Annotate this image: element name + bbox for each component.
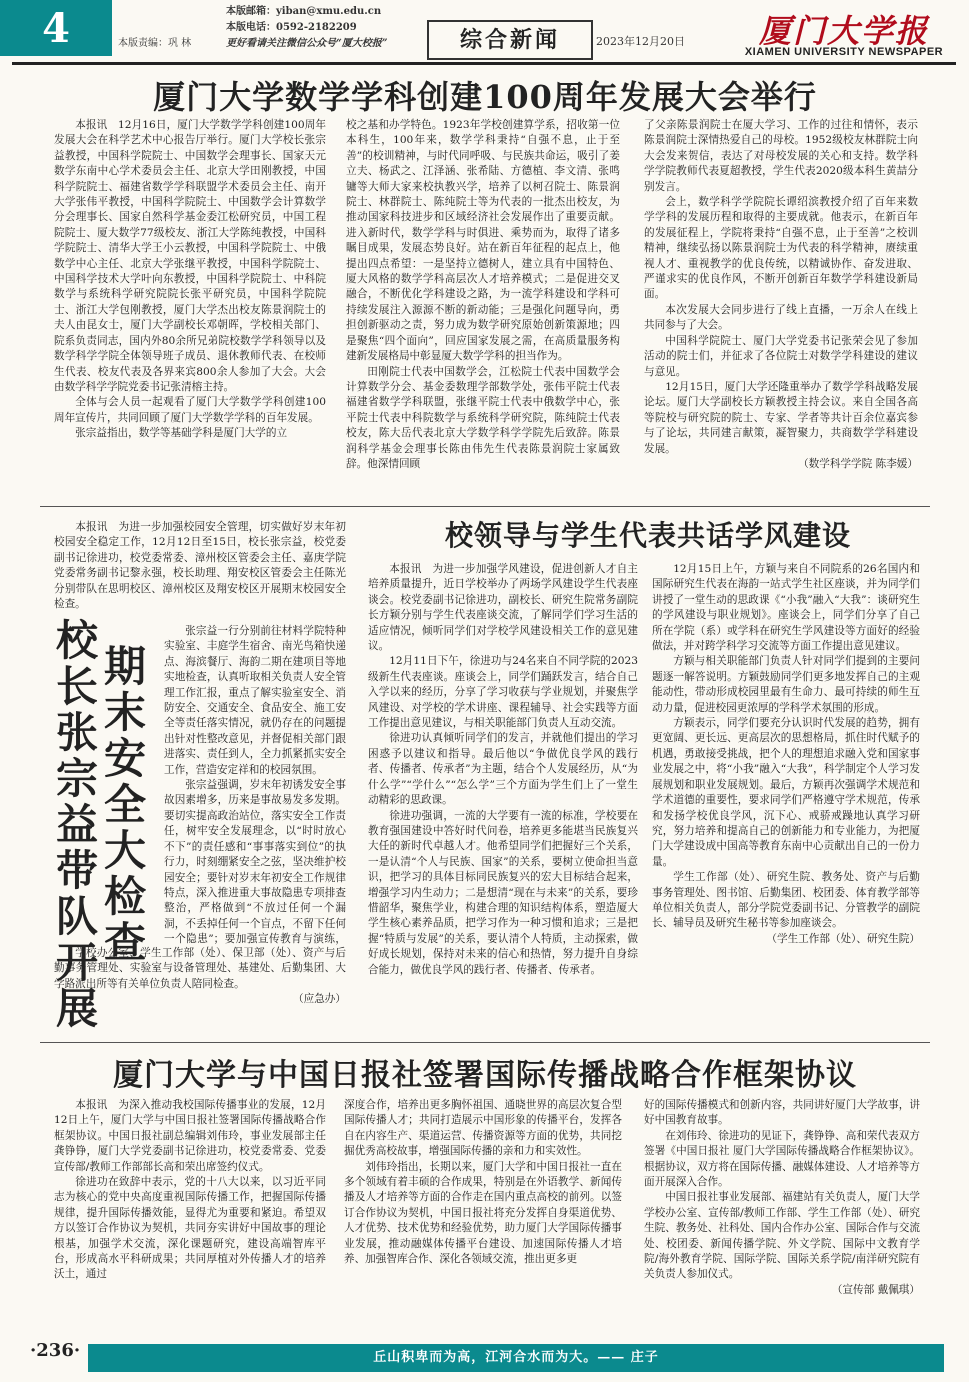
article1-paragraph: 张宗益指出，数学等基础学科是厦门大学的立 [75, 427, 288, 440]
article2-intro [54, 520, 346, 612]
article4-column-2 [344, 1098, 622, 1332]
article2-footer-column [54, 946, 346, 1036]
separator-rule [40, 506, 930, 507]
article2-byline: （应急办） [293, 993, 346, 1006]
article4-column-1 [54, 1098, 326, 1332]
article4-column-3 [644, 1098, 920, 1332]
article3-byline: （学生工作部（处）、研究生院） [766, 932, 920, 945]
article3-column-1 [368, 562, 638, 1036]
article4-paragraph: 深度合作，培养出更多胸怀祖国、通晓世界的高层次复合型国际传播人才；共同打造展示中国形象的传播平台，发挥各自在内容生产、渠道运营、传播资源等方面的优势，共同挖掘优秀高校故事，增强国际传播的亲和力和实效性。 [344, 1099, 622, 1158]
article4-paragraph: 中国日报社事业发展部、福建站有关负责人，厦门大学学校办公室、宣传部/教师工作部、学生工作部（处）、研究生院、教务处、社科处、国内合作办公室、国际合作与交流处、校团委、新闻传播学院、外文学院、国际中文教育学院/海外教育学院、国际学院、国际关系学院/南洋研究院有关负责人参加仪式。 [644, 1191, 920, 1281]
issue-date: 2023年12月20日 [596, 35, 685, 48]
article3-title: 校领导与学生代表共话学风建设 [444, 519, 851, 552]
article4-byline: （宣传部 戴佩琪） [831, 1283, 920, 1296]
header-rule [12, 62, 956, 65]
page-total: ·236· [30, 1340, 81, 1361]
article2-title-line-2: 期末安全大检查 [103, 642, 146, 967]
article1-paragraph: 本次发展大会同步进行了线上直播，一万余人在线上共同参与了大会。 [644, 303, 918, 332]
article4-paragraph: 在刘伟玲、徐进功的见证下，龚铮铮、高和荣代表双方签署《中国日报社 厦门大学国际传播战略合作框架协议》。根据协议，双方将在国际传播、融媒体建设、人才培养等方面开展深入合作。 [644, 1129, 920, 1189]
email-line: 本版邮箱：yiban@xmu.edu.cn [226, 6, 382, 17]
separator-rule [40, 1042, 930, 1043]
article2-paragraph: 学校办公室、学生工作部（处）、保卫部（处）、资产与后勤事务管理处、实验室与设备管理处、基建处、后勤集团、大学路派出所等有关单位负责人陪同检查。 [54, 947, 346, 990]
section-title: 综合新闻 [427, 20, 593, 60]
footer-quote: 丘山积卑而为高，江河合水而为大。—— 庄子 [88, 1344, 944, 1372]
article3-paragraph: 方颖与相关职能部门负责人针对同学们提到的主要问题逐一解答说明。方颖鼓励同学们更多地发挥自己的主观能动性，带动形成校园里最有生命力、最可持续的师生互动力量，促进校园更浓厚的学科学术氛围的形成。 [652, 655, 920, 714]
page-number: 4 [0, 0, 112, 56]
article3-paragraph: 12月15日上午，方颖与来自不同院系的26名国内和国际研究生代表在海韵一站式学生社区座谈，并为同学们讲授了一堂生动的思政课《“小我”融入“大我”：谈研究生的学风建设与职业规划》。座谈会上，同学们分享了自己所在学院（系）或学科在研究生学风建设等方面好的经验做法，并对跨学科学习交流等方面工作提出意见建议。 [652, 563, 920, 653]
article1-paragraph: 12月15日，厦门大学还隆重举办了数学学科战略发展论坛。厦门大学副校长方颖教授主持会议。来自全国各高等院校与研究院的院士、专家、学者等共计百余位嘉宾参与了论坛，共同建言献策，凝智聚力，共商数学学科建设发展。 [644, 380, 918, 455]
article3-paragraph: 12月11日下午，徐进功与24名来自不同学院的2023级新生代表座谈。座谈会上，同学们踊跃发言，结合自己入学以来的经历，分享了学习收获与学业规划，并聚焦学风建设、对学校的学术讲座、课程辅导、社会实践等方面工作提出意见建议，与相关职能部门负责人互动交流。 [368, 655, 638, 730]
article2-body-column [164, 624, 346, 946]
article4-paragraph: 本报讯 为深入推动我校国际传播事业的发展，12月12日上午，厦门大学与中国日报社签署国际传播战略合作框架协议。中国日报社副总编辑刘伟玲，事业发展部主任龚铮铮，厦门大学党委副书记徐进功，校党委常委、党委宣传部/教师工作部部长高和荣出席签约仪式。 [54, 1099, 326, 1173]
article1-paragraph: 会上，数学科学学院院长谭绍滨教授介绍了百年来数学学科的发展历程和取得的主要成就。他表示，在新百年的发展征程上，学院将秉持“自强不息，止于至善”之校训精神，继续弘扬以陈景润院士为代表的科学精神，赓续重视人才、重视教学的优良传统，以精诚协作、奋发进取、严谨求实的优良作风，不断开创新百年数学学科建设新局面。 [644, 196, 918, 301]
article3-paragraph: 学生工作部（处）、研究生院、教务处、资产与后勤事务管理处、图书馆、后勤集团、校团委、体育教学部等单位相关负责人，部分学院党委副书记、分管教学的副院长、辅导员及研究生秘书等参加座谈会。 [652, 871, 920, 930]
article3-column-2 [652, 562, 920, 1036]
article1-title: 厦门大学数学学科创建100周年发展大会举行 [153, 78, 817, 116]
wechat-line: 更好看请关注微信公众号“厦大校报” [226, 38, 388, 49]
article4-paragraph: 好的国际传播模式和创新内容，共同讲好厦门大学故事，讲好中国教育故事。 [644, 1099, 920, 1127]
article1-column-1 [54, 118, 326, 496]
article3-paragraph: 方颖表示，同学们要充分认识时代发展的趋势，拥有更宽阔、更长远、更高层次的思想格局，抓住时代赋予的机遇，勇敢接受挑战，把个人的理想追求融入党和国家事业发展之中，将“小我”融入“大我”，科学制定个人学习发展规划和职业发展规划。最后，方颖再次强调学术规范和学术道德的重要性，要求同学们严格遵守学术规范，传承和发扬学校优良学风，沉下心、戒骄戒躁地认真学习研究，努力培养和提高自己的创新能力和专业能力，为把厦门大学建设成中国高等教育东南中心贡献出自己的一份力量。 [652, 717, 920, 868]
article2-paragraph: 张宗益强调，岁末年初诱发安全事故因素增多，历来是事故易发多发期。要切实提高政治站位，落实安全工作责任，树牢安全发展理念，以“时时放心不下”的责任感和“事事落实到位”的执行力，时刻绷紧安全之弦，坚决维护校园安全；要针对岁末年初安全工作规律特点，深入推进重大事故隐患专项排查整治，严格做到“不放过任何一个漏洞，不丢掉任何一个盲点，不留下任何一个隐患”；要加强宣传教育与演练， [164, 779, 346, 946]
article3-paragraph: 徐进功强调，一流的大学要有一流的标准，学校要在教育强国建设中答好时代问卷，培养更多能堪当民族复兴大任的新时代卓越人才。他希望同学们把握好三个关系，一是认清“个人与民族、国家”的关系，要树立使命担当意识，把学习的具体目标同民族复兴的宏大目标结合起来，增强学习内生动力；二是想清“现在与未来”的关系，要珍惜韶华，聚焦学业，构建合理的知识结构体系，塑造厦大学生核心素养品质，把学习作为一种习惯和追求；三是把握“特质与发展”的关系，要认清个人特质，主动探索，做好成长规划，保持对未来的信心和热情，努力提升自身综合能力，做优良学风的践行者、传播者、传承者。 [368, 809, 638, 976]
article1-paragraph: 田刚院士代表中国数学会，江松院士代表中国数学会计算数学分会、基金委数理学部数学处，张伟平院士代表福建省数学学科联盟，张继平院士代表中俄数学中心，张平院士代表中科院数学与系统科学研究院，陈纯院士代表校友，陈大岳代表北京大学数学科学学院先后致辞。陈景润科学基金会理事长陈由伟先生代表陈景润院士家属致辞。他深情回顾 [346, 365, 620, 470]
phone-line: 本版电话：0592-2182209 [226, 22, 357, 33]
article3-paragraph: 本报讯 为进一步加强学风建设，促进创新人才自主培养质量提升，近日学校举办了两场学风建设学生代表座谈会。校党委副书记徐进功，副校长、研究生院常务副院长方颖分别与学生代表座谈交流，了解同学们学习生活的适应情况，倾听同学们对学校学风建设相关工作的意见建议。 [368, 563, 638, 653]
article1-paragraph: 了父亲陈景润院士在厦大学习、工作的过往和情怀，表示陈景润院士深情热爱自己的母校。1952级校友林群院士向大会发来贺信，表达了对母校发展的关心和支持。数学科学学院教师代表夏超教授，学生代表2020级本科生黄喆分别发言。 [644, 119, 918, 193]
article1-byline: （数学科学学院 陈李媛） [798, 457, 918, 470]
article1-paragraph: 本报讯 12月16日，厦门大学数学学科创建100周年发展大会在科学艺术中心报告厅举行。厦门大学校长张宗益教授，中国科学院院士、中国数学会理事长、国家天元数学东南中心学术委员会主任、北京大学田刚教授，中国科学院院士、福建省数学学科联盟学术委员会主任、南开大学张伟平教授，中国科学院院士、中国数学会计算数学分会理事长、国家自然科学基金委江松研究员，中国工程院院士、厦大数学77级校友、浙江大学陈纯教授，中国科学院院士、清华大学王小云教授，中国科学院院士、中俄数学中心主任、北京大学张继平教授，中国科学院院士、中国科学技术大学叶向东教授，中国科学院院士、中科院数学与系统科学研究院院长张平研究员，中国科学院院士、浙江大学包刚教授，厦门大学杰出校友陈景润院士的夫人由昆女士，厦门大学副校长邓朝晖，学校相关部门、院系负责同志，国内外80余所兄弟院校数学学科领导以及数学科学学院全体领导班子成员、退休教师代表、在校师生代表、校友代表及各界来宾800余人参加了大会。大会由数学科学学院党委书记张清榕主持。 [54, 119, 326, 393]
newspaper-logo: 厦门大学报 [758, 12, 929, 50]
article3-paragraph: 徐进功认真倾听同学们的发言，并就他们提出的学习困惑予以建议和指导。最后他以“争做优良学风的践行者、传播者、传承者”为主题，结合个人发展经历，从“为什么学”“学什么”“怎么学”三个方面为学生们上了一堂生动精彩的思政课。 [368, 732, 638, 807]
article2-intro-text: 本报讯 为进一步加强校园安全管理，切实做好岁末年初校园安全稳定工作，12月12日至15日，校长张宗益，校党委副书记徐进功，校党委常委、漳州校区管委会主任、嘉庚学院党委常务副书记黎永强，校长助理、翔安校区管委会主任陈光分别带队在思明校区、漳州校区及翔安校区开展期末校园安全检查。 [54, 521, 346, 611]
article4-paragraph: 刘伟玲指出，长期以来，厦门大学和中国日报社一直在多个领域有着丰硕的合作成果，特别是在外语教学、新闻传播及人才培养等方面的合作走在国内重点高校的前列。以签订合作协议为契机，中国日报社将充分发挥自身渠道优势、人才优势、技术优势和经验优势，助力厦门大学国际传播事业发展，推动融媒体传播平台建设、加速国际传播人才培养、加强智库合作、深化各领域交流，推出更多更 [344, 1160, 622, 1266]
article1-paragraph: 中国科学院院士、厦门大学党委书记张荣会见了参加活动的院士们，并征求了各位院士对数学学科建设的建议与意见。 [644, 334, 918, 378]
article4-paragraph: 徐进功在致辞中表示，党的十八大以来，以习近平同志为核心的党中央高度重视国际传播工作，把握国际传播规律，提升国际传播效能，显得尤为重要和紧迫。希望双方以签订合作协议为契机，共同夯实讲好中国故事的理论根基，加强学术交流，深化课题研究，建设高端智库平台，形成高水平科研成果；共同厚植对外传播人才的培养沃土，通过 [54, 1176, 326, 1281]
article1-column-3 [644, 118, 918, 496]
article1-paragraph: 校之基和办学特色。1923年学校创建算学系，招收第一位本科生，100年来，数学学科秉持“自强不息，止于至善”的校训精神，与时代同呼吸、与民族共命运，吸引了姜立夫、杨武之、江泽涵、张希陆、方德植、李文清、张鸣镛等大师大家来校执教兴学，培养了以柯召院士、陈景润院士、林群院士、陈纯院士等为代表的一批杰出校友，为推动国家科技进步和区域经济社会发展作出了重要贡献。进入新时代，数学学科与时俱进、乘势而为，取得了诸多瞩目成果，发展态势良好。站在新百年征程的起点上，他提出四点希望：一是坚持立德树人，建立具有中国特色、厦大风格的数学学科高层次人才培养模式；二是促进交叉融合，不断优化学科建设之路，为一流学科建设和学科可持续发展注入源源不断的新动能；三是强化问题导向，勇担创新驱动之责，努力成为数学研究原始创新策源地；四是聚焦“四个面向”，回应国家发展之需，在高质量服务构建新发展格局中彰显厦大数学学科的担当作为。 [346, 119, 620, 363]
article2-title-line-1: 校长张宗益带队开展 [55, 616, 98, 1033]
article4-title: 厦门大学与中国日报社签署国际传播战略合作框架协议 [113, 1058, 857, 1093]
article1-paragraph: 全体与会人员一起观看了厦门大学数学学科创建100周年宣传片，共同回顾了厦门大学数学学科的百年发展。 [54, 396, 326, 424]
article2-paragraph: 张宗益一行分别前往材料学院特种实验室、丰庭学生宿舍、南光鸟箱快递点、海滨餐厅、海韵二期在建项目等地实地检查，认真听取相关负责人安全管理工作汇报，重点了解实验室安全、消防安全、交通安全、食品安全、施工安全等责任落实情况，就仍存在的问题提出针对性整改意见，并督促相关部门跟进落实、责任到人，全力抓紧抓实安全工作，营造安定祥和的校园氛围。 [164, 625, 346, 776]
article1-column-2 [346, 118, 620, 496]
editor-credit: 本版责编：巩 林 [118, 38, 192, 49]
newspaper-logo-en: XIAMEN UNIVERSITY NEWSPAPER [744, 46, 944, 58]
